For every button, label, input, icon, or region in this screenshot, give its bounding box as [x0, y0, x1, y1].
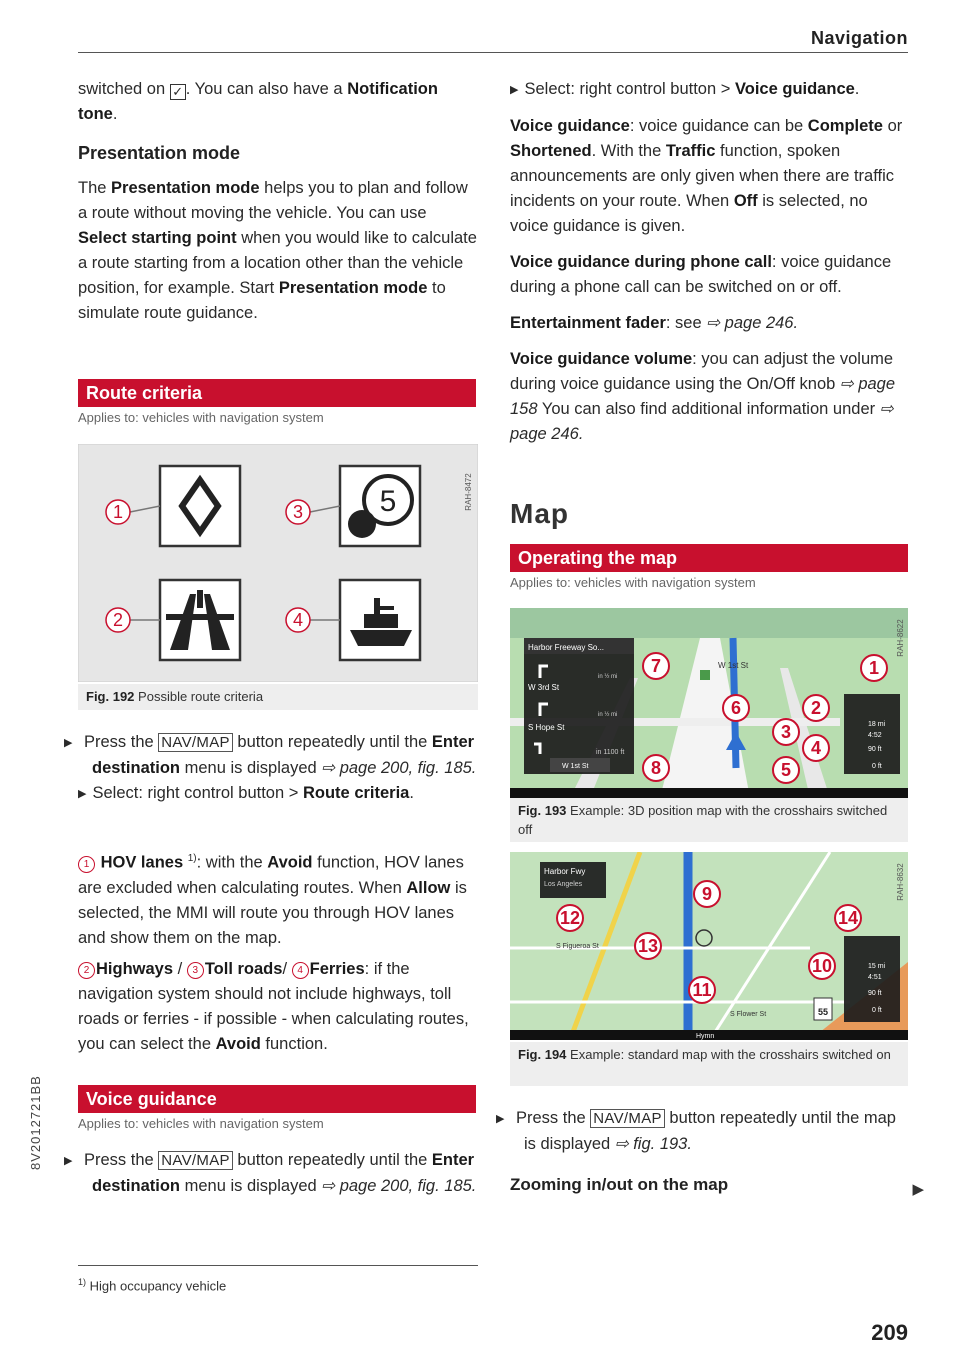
term: Off — [733, 192, 758, 210]
term: Voice guidance — [510, 117, 630, 135]
next-page-arrow-icon: ▶ — [912, 1181, 924, 1198]
text: The — [78, 179, 107, 197]
highway-icon — [160, 580, 240, 660]
text: Press the — [84, 1151, 154, 1169]
hov-diamond-icon — [160, 466, 240, 546]
text: Select: right control button > — [524, 80, 731, 98]
right-column-top — [510, 77, 910, 447]
text: Press the — [516, 1109, 586, 1127]
applies-to-note: Applies to: vehicles with navigation system — [78, 410, 324, 425]
distance-label: in 1100 ft — [596, 749, 625, 756]
term: Enter destination — [92, 733, 475, 777]
callout-2: 2 — [810, 698, 822, 718]
callout-4: 4 — [292, 610, 304, 630]
callout-2: 2 — [112, 610, 124, 630]
term: Presentation mode — [111, 179, 260, 197]
figure-code: RAH-8472 — [464, 473, 473, 511]
page-reference: ⇨ page 246. — [706, 314, 799, 332]
text: : see — [665, 314, 702, 332]
left-column — [78, 77, 478, 127]
route-info-panel — [844, 936, 900, 1022]
page-reference: ⇨ page 158 — [510, 375, 896, 418]
toll-road-icon — [340, 466, 420, 546]
page-reference: ⇨ fig. 193. — [614, 1135, 692, 1153]
checkbox-checked-icon: ✓ — [170, 84, 186, 100]
figure-code: RAH-8632 — [896, 863, 905, 901]
nav-map-button-ref: NAV/MAP — [590, 1109, 665, 1128]
hov-paragraph — [78, 846, 478, 951]
text: function, spoken announcements are only given when there are traffic incidents on your route. When — [510, 142, 895, 210]
street-label: Hymn — [696, 1033, 715, 1040]
callout-14: 14 — [837, 908, 859, 928]
text: : voice guidance can be — [629, 117, 804, 135]
text: button repeatedly until the — [237, 1151, 428, 1169]
figure-text: Example: 3D position map with the crosshairs switched off — [518, 803, 888, 837]
figure-194-standard-map — [510, 852, 908, 1040]
callout-1: 1 — [868, 658, 880, 678]
info-value: 18 mi — [868, 721, 886, 728]
term: Presentation mode — [278, 279, 428, 297]
presentation-mode-heading: Presentation mode — [78, 143, 241, 163]
nav-map-button-ref: NAV/MAP — [158, 733, 233, 752]
text: / — [177, 960, 183, 978]
highways-paragraph: 2 Highways / 3 Toll roads/ 4 Ferries: if the navigation system should not include highways, toll roads or ferries - if possible - when calculating routes, you can select the Avoid function. — [78, 960, 469, 1053]
footnote-text: High occupancy vehicle — [89, 1278, 227, 1294]
info-value: 90 ft — [868, 746, 882, 753]
street-label: Los Angeles — [544, 881, 583, 888]
term: Complete — [807, 117, 883, 135]
notification-tone-term: Notification tone — [78, 80, 438, 123]
footnote — [78, 1277, 226, 1293]
distance-label: in ½ mi — [598, 674, 618, 680]
speed-limit-sign: 55 — [817, 1007, 829, 1017]
figure-193-caption — [510, 798, 908, 842]
marker-1: 1 — [78, 856, 95, 873]
applies-to-note: Applies to: vehicles with navigation system — [510, 575, 756, 590]
page-number: 209 — [871, 1320, 908, 1345]
term: Select starting point — [78, 229, 237, 247]
callout-3: 3 — [292, 502, 304, 522]
info-value: 0 ft — [872, 763, 882, 770]
street-label: S Hope St — [528, 723, 565, 732]
text: button repeatedly until the map is displayed — [524, 1109, 896, 1153]
text: switched on — [78, 80, 166, 98]
ferry-icon — [340, 580, 420, 660]
term: Route criteria — [302, 784, 410, 802]
info-value: 0 ft — [872, 1007, 882, 1014]
text: Press the — [84, 733, 154, 751]
figure-text: Example: standard map with the crosshairs switched on — [570, 1047, 891, 1062]
text: : voice guidance during a phone call can be switched on or off. — [510, 253, 892, 296]
term: Enter destination — [92, 1151, 475, 1195]
entertainment-fader-paragraph — [510, 311, 910, 336]
maneuver-panel — [524, 638, 634, 774]
info-value: 4:51 — [868, 974, 882, 981]
footnote-rule — [78, 1265, 478, 1266]
callout-13: 13 — [637, 936, 659, 956]
street-label: Harbor Freeway So... — [528, 643, 605, 652]
nav-map-button-ref: NAV/MAP — [158, 1151, 233, 1170]
page-reference: ⇨ page 200, fig. 185. — [321, 1177, 477, 1195]
text: . You can also have a — [185, 80, 343, 98]
map-heading: Map — [510, 498, 569, 529]
figure-192-route-criteria — [78, 444, 478, 682]
figure-text: Possible route criteria — [138, 689, 264, 704]
operating-the-map-band: Operating the map — [510, 544, 908, 572]
term: Voice guidance — [734, 80, 855, 98]
marker-4: 4 — [292, 962, 309, 979]
route-criteria-steps — [64, 730, 478, 807]
switched-paragraph: switched on ✓ . You can also have a Notification tone. — [78, 80, 438, 123]
text: . With the — [591, 142, 662, 160]
map-step: ▶ Press the NAV/MAP button repeatedly until the map is displayed ⇨ fig. 193. — [496, 1109, 896, 1153]
term: Highways — [96, 960, 174, 978]
info-value: 4:52 — [868, 732, 882, 739]
term: Traffic — [665, 142, 716, 160]
text: Select: right control button > — [92, 784, 299, 802]
text: when you would like to calculate a route starting from a location other than the vehicle position, for example. Start — [78, 229, 477, 297]
term: Avoid — [215, 1035, 261, 1053]
callout-4: 4 — [810, 738, 822, 758]
text: : if the navigation system should not include highways, toll roads or ferries - if possible - when calculating routes, you can select the — [78, 960, 469, 1053]
presentation-mode-paragraph — [78, 176, 478, 326]
figure-code: RAH-8622 — [896, 619, 905, 657]
marker-2: 2 — [78, 962, 95, 979]
callout-7: 7 — [650, 656, 662, 676]
marker-3: 3 — [187, 962, 204, 979]
callout-5: 5 — [780, 760, 792, 780]
info-value: 15 mi — [868, 963, 886, 970]
text: to simulate route guidance. — [78, 279, 446, 322]
phone-call-paragraph — [510, 250, 910, 300]
callout-9: 9 — [701, 884, 713, 904]
footnote-ref: 1) — [187, 853, 197, 864]
document-code: 8V2012721BB — [28, 1075, 43, 1170]
distance-label: in ½ mi — [598, 712, 618, 718]
bullet-triangle-icon: ▶ — [78, 788, 87, 800]
term: Voice guidance during phone call — [510, 253, 772, 271]
term: Entertainment fader — [510, 314, 666, 332]
text: You can also find additional information under — [541, 400, 876, 418]
text: function, HOV lanes are excluded when calculating routes. When — [78, 853, 464, 897]
callout-10: 10 — [811, 956, 833, 976]
street-label: W 1st St — [718, 661, 749, 670]
text: : you can adjust the volume during voice guidance using the On/Off knob — [510, 350, 894, 393]
figure-192-caption — [78, 684, 478, 710]
callout-1: 1 — [112, 502, 124, 522]
page-reference: ⇨ page 246. — [510, 400, 894, 443]
street-label: W 1st St — [562, 763, 589, 770]
callout-3: 3 — [780, 722, 792, 742]
applies-to-note: Applies to: vehicles with navigation system — [78, 1116, 324, 1131]
text: is selected, no voice guidance is given. — [510, 192, 868, 235]
figure-193-3d-map — [510, 608, 908, 798]
term: Avoid — [267, 853, 313, 872]
route-criteria-band: Route criteria — [78, 379, 476, 407]
figure-label: Fig. 193 — [518, 803, 567, 818]
text: function. — [265, 1035, 328, 1053]
voice-guidance-paragraph — [510, 114, 910, 239]
zooming-heading: Zooming in/out on the map — [510, 1175, 729, 1194]
figure-label: Fig. 194 — [518, 1047, 567, 1062]
info-value: 90 ft — [868, 990, 882, 997]
callout-6: 6 — [730, 698, 742, 718]
select-voice-guidance-step: ▶ Select: right control button > Voice guidance. — [510, 77, 910, 103]
term: Allow — [406, 878, 451, 897]
text: : with the — [196, 853, 263, 872]
route-info-panel — [844, 694, 900, 774]
text: helps you to plan and follow a route without moving the vehicle. You can use — [78, 179, 468, 222]
street-label: Harbor Fwy — [544, 867, 586, 876]
term: Voice guidance volume — [510, 350, 693, 368]
street-label: W 3rd St — [528, 683, 560, 692]
location-header-panel — [540, 862, 606, 898]
text: is selected, the MMI will route you through HOV lanes and show them on the map. — [78, 878, 467, 947]
text: menu is displayed — [184, 759, 317, 777]
street-label: S Flower St — [730, 1011, 767, 1018]
svg-text:5: 5 — [379, 485, 397, 518]
step-2: ▶ Select: right control button > Route criteria. — [78, 781, 478, 807]
callout-11: 11 — [692, 980, 712, 1000]
volume-paragraph — [510, 347, 910, 447]
text: or — [887, 117, 903, 135]
text: menu is displayed — [184, 1177, 317, 1195]
term: Ferries — [309, 960, 365, 978]
header-rule — [78, 52, 908, 53]
bullet-triangle-icon: ▶ — [510, 84, 519, 96]
term: Shortened — [510, 142, 592, 160]
figure-label: Fig. 192 — [86, 689, 135, 704]
callout-12: 12 — [559, 908, 581, 928]
term: Toll roads — [204, 960, 283, 978]
step-1: ▶ Press the NAV/MAP button repeatedly until the Enter destination menu is displayed ⇨ page 200, fig. 185. — [64, 733, 477, 777]
page-reference: ⇨ page 200, fig. 185. — [321, 759, 477, 777]
voice-guidance-band: Voice guidance — [78, 1085, 476, 1113]
term: HOV lanes — [100, 853, 184, 872]
text: button repeatedly until the — [237, 733, 428, 751]
footnote-mark: 1) — [78, 1277, 87, 1287]
street-label: S Figueroa St — [556, 943, 599, 950]
figure-194-caption — [510, 1042, 908, 1086]
callout-8: 8 — [650, 758, 662, 778]
running-header: Navigation — [810, 28, 908, 48]
voice-guidance-step: ▶ Press the NAV/MAP button repeatedly until the Enter destination menu is displayed ⇨ page 200, fig. 185. — [64, 1151, 477, 1195]
